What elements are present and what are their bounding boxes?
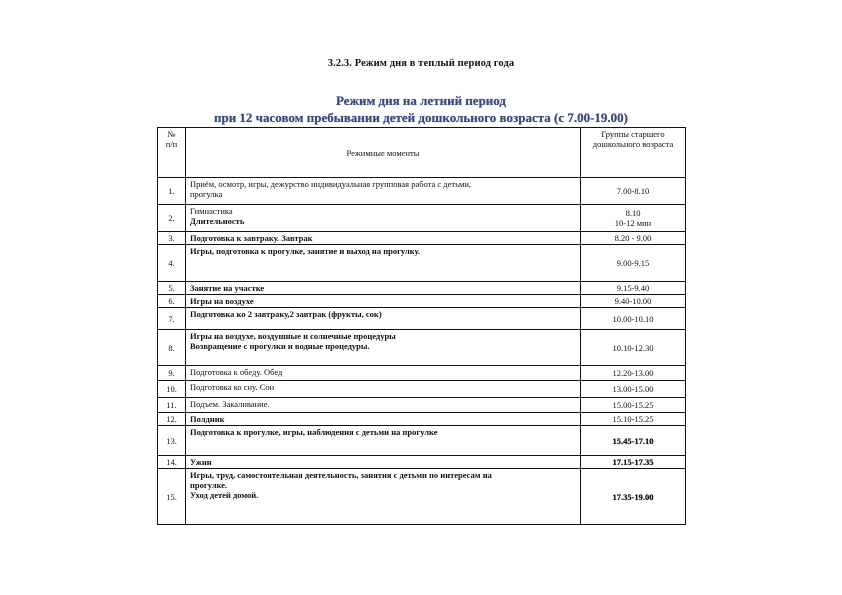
row-activity: Игры, труд, самостоятельная деятельность, занятия с детьми по интересам на прогулке. Уход детей домой. [186,469,581,525]
header-group: Группы старшего дошкольного возраста [581,128,686,178]
row-time: 15.10-15.25 [581,413,686,426]
row-activity: Полдник [186,413,581,426]
section-title: 3.2.3. Режим дня в теплый период года [327,58,515,69]
table-row [158,413,686,426]
schedule-table [157,127,686,525]
row-num: 7. [158,308,186,330]
row-time: 7.00-8.10 [581,178,686,205]
row-num: 4. [158,245,186,282]
row-time: 9.40-10.00 [581,295,686,308]
row-num: 11. [158,398,186,413]
row-num: 15. [158,469,186,525]
table-row [158,456,686,469]
row-activity: Гимнастика Длительность [186,205,581,232]
row-activity: Игры, подготовка к прогулке, занятие и выход на прогулку. [186,245,581,282]
row-num: 12. [158,413,186,426]
row-time: 9.00-9.15 [581,245,686,282]
row-activity: Подготовка к обеду. Обед [186,366,581,381]
row-num: 1. [158,178,186,205]
table-row [158,232,686,245]
table-row [158,178,686,205]
row-num: 13. [158,426,186,456]
row-activity: Игры на воздухе, воздушные и солнечные процедуры Возвращение с прогулки и водные процедуры. [186,330,581,366]
row-activity: Ужин [186,456,581,469]
row-time: 10.00-10.10 [581,308,686,330]
row-num: 14. [158,456,186,469]
table-row [158,295,686,308]
row-activity: Подъем. Закаливание. [186,398,581,413]
table-row [158,205,686,232]
header-activity: Режимные моменты [186,128,581,178]
table-row [158,330,686,366]
row-num: 8. [158,330,186,366]
table-row [158,366,686,381]
row-time: 10.10-12.30 [581,330,686,366]
row-num: 3. [158,232,186,245]
row-time: 15.00-15.25 [581,398,686,413]
row-time: 15.45-17.10 [581,426,686,456]
table-row [158,308,686,330]
row-time: 13.00-15.00 [581,381,686,398]
table-row [158,381,686,398]
table-row [158,426,686,456]
row-time: 17.15-17.35 [581,456,686,469]
row-time: 17.35-19.00 [581,469,686,525]
row-activity: Приём, осмотр, игры, дежурство индивидуальная групповая работа с детьми, прогулка [186,178,581,205]
table-row [158,245,686,282]
schedule-subtitle: при 12 часовом пребывании детей дошкольного возраста (с 7.00-19.00) [213,110,629,125]
table-header-row [158,128,686,178]
row-num: 5. [158,282,186,295]
table-row [158,469,686,525]
table-row [158,398,686,413]
row-activity: Занятие на участке [186,282,581,295]
row-time: 9.15-9.40 [581,282,686,295]
header-num: № п/п [158,128,186,178]
row-activity: Игры на воздухе [186,295,581,308]
schedule-title: Режим дня на летний период [335,93,506,108]
table-row [158,282,686,295]
row-activity: Подготовка ко сну. Сон [186,381,581,398]
row-activity: Подготовка к прогулке, игры, наблюдения с детьми на прогулке [186,426,581,456]
row-num: 9. [158,366,186,381]
row-activity: Подготовка к завтраку. Завтрак [186,232,581,245]
row-num: 10. [158,381,186,398]
row-time: 8.20 - 9.00 [581,232,686,245]
row-num: 6. [158,295,186,308]
row-time: 12.20-13.00 [581,366,686,381]
row-num: 2. [158,205,186,232]
row-activity: Подготовка ко 2 завтраку,2 завтрак (фрукты, сок) [186,308,581,330]
row-time: 8.10 10-12 мин [581,205,686,232]
